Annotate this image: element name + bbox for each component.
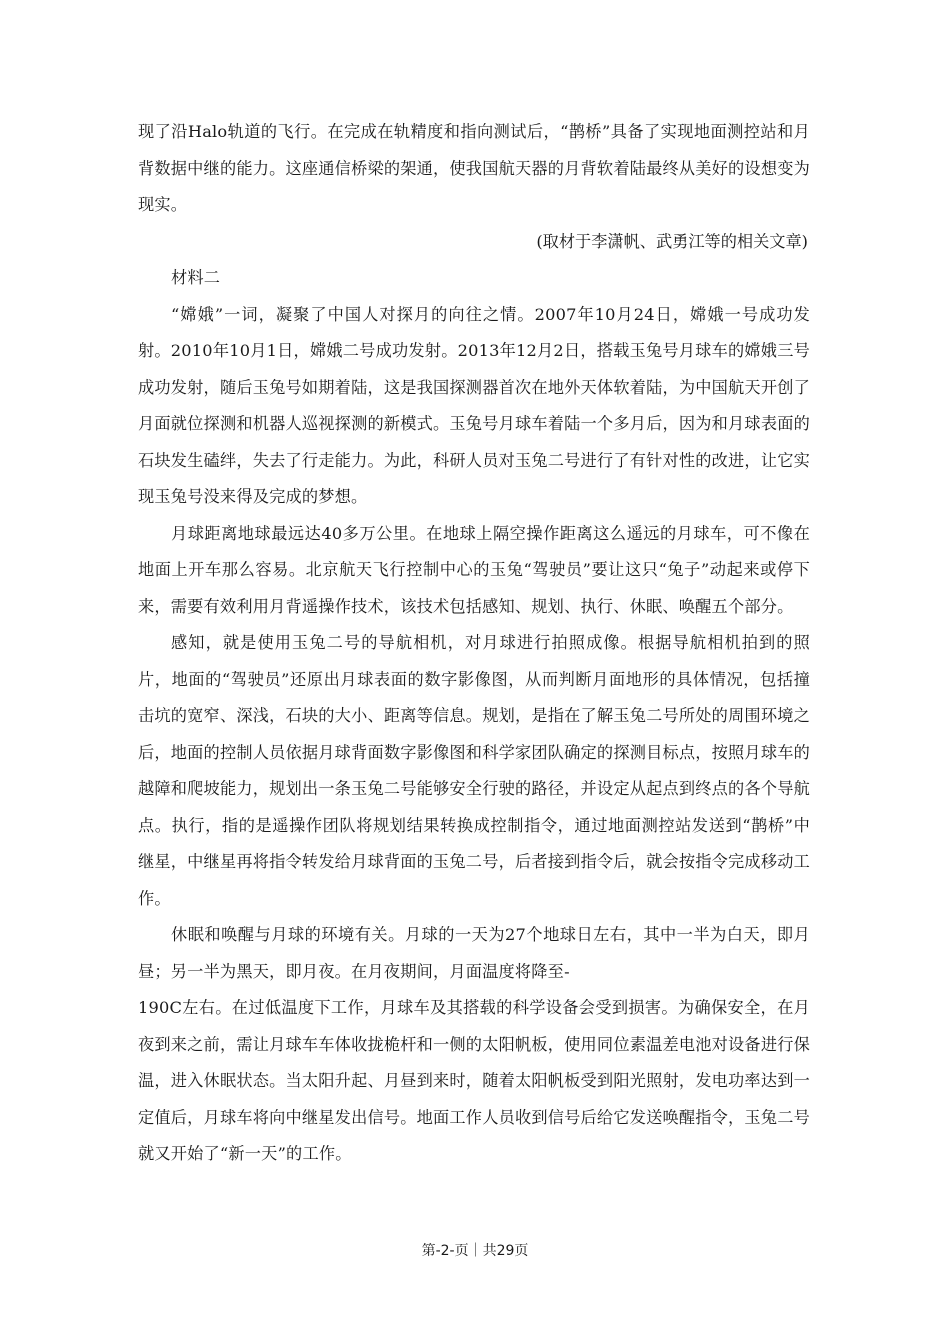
page-number-footer: 第-2-页｜共29页 bbox=[421, 1243, 529, 1259]
paragraph-sleep-wake-continued: 190C左右。在过低温度下工作，月球车及其搭载的科学设备会受到损害。为确保安全，在月夜到来之前，需让月球车车体收拢桅杆和一侧的太阳帆板，使用同位素温差电池对设备进行保温，进入休眠状态。当太阳升起、月昼到来时，随着太阳帆板受到阳光照射，发电功率达到一定值后，月球车将向中继星发出信号。地面工作人员收到信号后给它发送唤醒指令，玉兔二号就又开始了“新一天”的工作。 bbox=[138, 998, 810, 1163]
paragraph-continuation: 现了沿Halo轨道的飞行。在完成在轨精度和指向测试后，“鹊桥”具备了实现地面测控站和月背数据中继的能力。这座通信桥梁的架通，使我国航天器的月背软着陆最终从美好的设想变为现实。 bbox=[138, 122, 810, 214]
paragraph-sleep-wake: 休眠和唤醒与月球的环境有关。月球的一天为27个地球日左右，其中一半为白天，即月昼；另一半为黑天，即月夜。在月夜期间，月面温度将降至- bbox=[138, 925, 810, 981]
document-content bbox=[138, 114, 810, 1173]
paragraph-distance: 月球距离地球最远达40多万公里。在地球上隔空操作距离这么遥远的月球车，可不像在地面上开车那么容易。北京航天飞行控制中心的玉兔“驾驶员”要让这只“兔子”动起来或停下来，需要有效利用月背遥操作技术，该技术包括感知、规划、执行、休眠、唤醒五个部分。 bbox=[138, 523, 810, 616]
paragraph-change-history: “嫦娥”一词，凝聚了中国人对探月的向往之情。2007年10月24日，嫦娥一号成功发射。2010年10月1日，嫦娥二号成功发射。2013年12月2日，搭载玉兔号月球车的嫦娥三号成功发射，随后玉兔号如期着陆，这是我国探测器首次在地外天体软着陆，为中国航天开创了月面就位探测和机器人巡视探测的新模式。玉兔号月球车着陆一个多月后，因为和月球表面的石块发生磕绊，失去了行走能力。为此，科研人员对玉兔二号进行了有针对性的改进，让它实现玉兔号没来得及完成的梦想。 bbox=[138, 304, 810, 506]
paragraph-perception-planning: 感知，就是使用玉兔二号的导航相机，对月球进行拍照成像。根据导航相机拍到的照片，地面的“驾驶员”还原出月球表面的数字影像图，从而判断月面地形的具体情况，包括撞击坑的宽窄、深浅，石块的大小、距离等信息。规划，是指在了解玉兔二号所处的周围环境之后，地面的控制人员依据月球背面数字影像图和科学家团队确定的探测目标点，按照月球车的越障和爬坡能力，规划出一条玉兔二号能够安全行驶的路径，并设定从起点到终点的各个导航点。执行，指的是遥操作团队将规划结果转换成控制指令，通过地面测控站发送到“鹊桥”中继星，中继星再将指令转发给月球背面的玉兔二号，后者接到指令后，就会按指令完成移动工作。 bbox=[138, 633, 810, 908]
source-citation: (取材于李潇帆、武勇江等的相关文章) bbox=[536, 231, 808, 251]
section-title: 材料二 bbox=[171, 268, 221, 287]
